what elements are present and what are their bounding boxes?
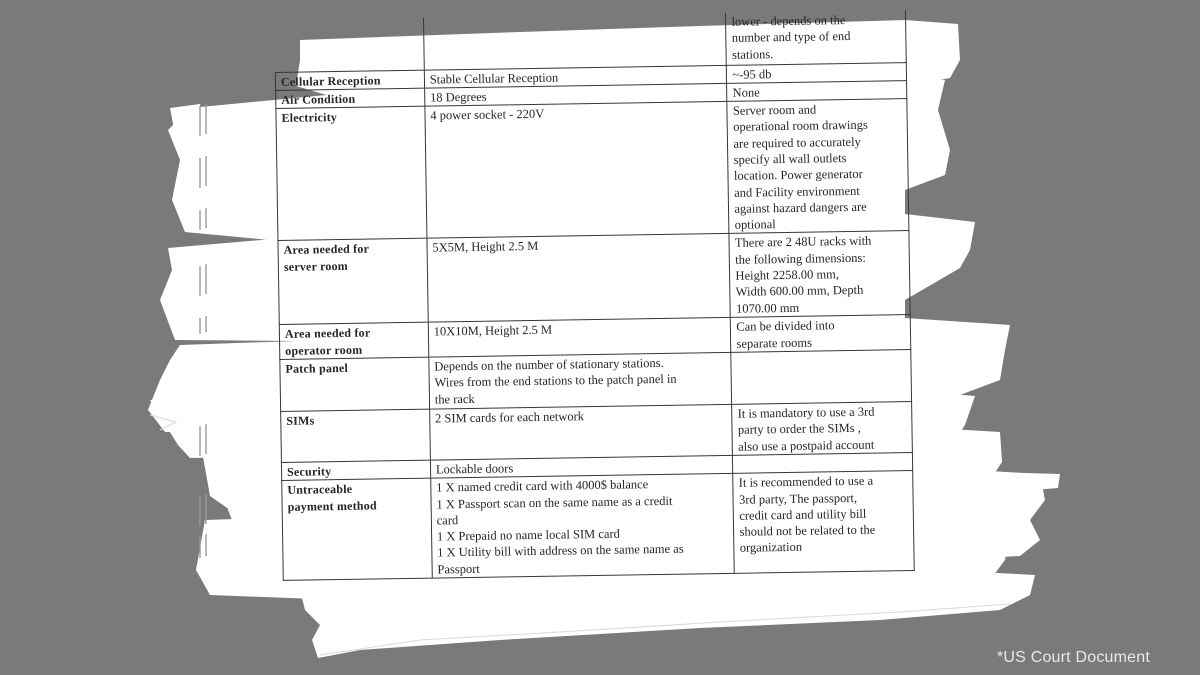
row-value: [423, 13, 726, 70]
row-note: It is recommended to use a 3rd party, The passport, credit card and utility bill should not be related to the organization: [733, 471, 914, 574]
row-value: 4 power socket - 220V: [425, 101, 730, 238]
row-label: Electricity: [276, 106, 427, 241]
table-row: [282, 471, 914, 581]
table-row: [276, 99, 909, 241]
source-caption: *US Court Document: [997, 649, 1150, 666]
row-note: lower - depends on the number and type of end stations.: [726, 10, 906, 65]
row-value: 2 SIM cards for each network: [429, 404, 732, 460]
row-label: Area needed for operator room: [279, 323, 428, 360]
scanned-document: [274, 10, 915, 581]
row-label: SIMs: [281, 409, 431, 462]
row-value: 5X5M, Height 2.5 M: [427, 234, 731, 323]
row-label: [274, 18, 424, 72]
row-label: Cellular Reception: [275, 70, 424, 91]
row-note: None: [727, 80, 907, 101]
row-note: ~-95 db: [727, 62, 907, 83]
binding-hole-marks: [186, 100, 226, 570]
table-row: [278, 231, 910, 325]
row-label: Patch panel: [280, 357, 430, 411]
row-value: 18 Degrees: [424, 83, 727, 106]
row-note: It is mandatory to use a 3rd party to order the SIMs , also use a postpaid account: [732, 402, 912, 456]
row-note: Server room and operational room drawings are required to accurately specify all wall outlets location. Power generator and Facility environment against hazard dangers are optional: [727, 99, 909, 234]
row-value: Lockable doors: [430, 455, 733, 478]
row-note: There are 2 48U racks with the following dimensions: Height 2258.00 mm, Width 600.00 mm, Depth 1070.00 mm: [729, 231, 910, 318]
requirements-table: [274, 10, 915, 581]
row-label: Air Condition: [276, 88, 425, 109]
row-label: Security: [281, 460, 430, 481]
row-note: [731, 350, 911, 405]
row-label: Area needed for server room: [278, 239, 428, 325]
row-label: Untraceable payment method: [282, 478, 432, 580]
table-row: [281, 402, 913, 463]
row-value: Depends on the number of stationary stations. Wires from the end stations to the patch panel in the rack: [429, 352, 732, 409]
row-value: Stable Cellular Reception: [424, 65, 727, 88]
row-note: Can be divided into separate rooms: [731, 315, 911, 352]
row-value: 1 X named credit card with 4000$ balance 1 X Passport scan on the same name as a credit card 1 X Prepaid no name local SIM card 1 X Utility bill with address on the same name as Passport: [431, 474, 735, 579]
row-value: 10X10M, Height 2.5 M: [428, 318, 731, 357]
